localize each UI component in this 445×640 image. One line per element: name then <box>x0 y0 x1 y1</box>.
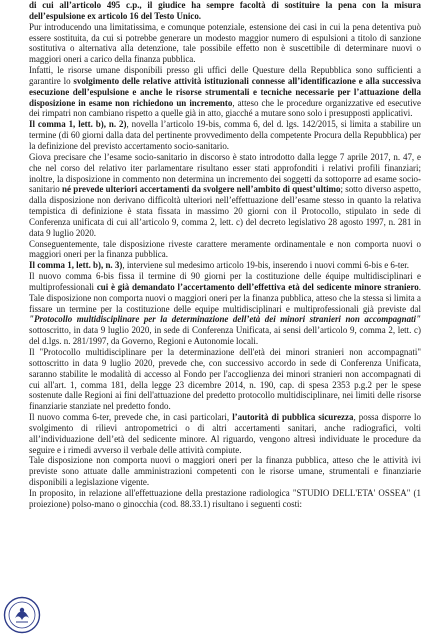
paragraph-8-text-end: sottoscritto, in data 9 luglio 2020, in sede di Conferenza Unificata, ai sensi dell’articolo 9, comma 2, lett. c) del d.lgs. n. 281/1997, da Governo, Regioni e Autonomie locali. <box>29 325 421 347</box>
paragraph-3-text: Infatti, le risorse umane disponibili presso gli uffici delle Questure della Repubblica sono sufficienti a garantire lo <box>29 65 421 86</box>
paragraph-10-emphasis: l’autorità di pubblica sicurezza <box>232 412 354 423</box>
paragraph-1 <box>29 0 421 22</box>
paragraph-5-text-end: ; sotto diverso aspetto, dalla disposizione non derivano difficoltà ulteriori nell’effettuazione dell’esame stesso in quanto la relativa tempistica di definizione è stata fissata in massimo 20 giorni con il Protocollo, stipulato in sede di Conferenza unificata di cui all’articolo 9, comma 2, lett. c) del decreto legislativo 28 agosto 1997, n. 281 in data 9 luglio 2020. <box>29 184 421 238</box>
paragraph-5 <box>29 152 421 239</box>
paragraph-7 <box>29 260 421 271</box>
paragraph-10-text-end: , possa disporre lo svolgimento di rilievi antropometrici o di altri accertamenti sanitari, anche radiografici, volti all’individuazione dell’età del sedicente minore. Al riguardo, vengono altresì individuate le procedure da seguire e i rimedi avverso il verbale delle attività compiute. <box>29 412 421 455</box>
paragraph-9: Il "Protocollo multidisciplinare per la determinazione dell'età dei minori stranieri non accompagnati" sottoscritto in data 9 luglio 2020, prevede che, con successivo accordo in sede di Conferenza Unificata, saranno stabilite le modalità di accesso al Fondo per l'accoglienza dei minori stranieri non accompagnati di cui all'art. 1, comma 181, della legge 23 dicembre 2014, n. 190, cap. di spesa 2353 p.g.2 per le spese sostenute dalle Regioni ai fini dell'attuazione del predetto protocollo multidisciplinare, nei limiti delle risorse finanziarie stanziate nel predetto fondo. <box>29 347 421 412</box>
paragraph-8-emphasis: cui è già demandato l’accertamento dell’effettiva età del sedicente minore straniero <box>96 281 419 292</box>
paragraph-4-text: , novella l’articolo 19-bis, comma 6, del d. lgs. 142/2015, si limita a stabilire un termine (di 60 giorni dalla data del pertinente provvedimento della competente Procura della Repubblica) per la definizione del previsto accertamento socio-sanitario. <box>29 119 421 151</box>
protocol-title: "Protocollo multidisciplinare per la determinazione dell’età dei minori stranieri non accompagnati" <box>29 314 421 325</box>
paragraph-2: Pur introducendo una limitatissima, e comunque potenziale, estensione dei casi in cui la pena detentiva può essere sostituita, da cui si potrebbe generare un modesto maggior numero di espulsioni a titolo di sanzione sostitutiva o alternativa alla detenzione, tale possibile effetto non è suscettibile di determinare nuovi o maggiori oneri a carico della finanza pubblica. <box>29 21 421 65</box>
paragraph-7-text: , interviene sul medesimo articolo 19-bis, inserendo i nuovi commi 6-bis e 6-ter. <box>122 260 410 271</box>
paragraph-5-text: Giova precisare che l’esame socio-sanitario in discorso è stato introdotto dalla legge 7 aprile 2017, n. 47, e che nel corso del relativo iter parlamentare risultano esser stati approfonditi i relativi profili finanziari; inoltre, la disposizione in commento non determina un incremento dei soggetti da sottoporre ad esame socio-sanitario <box>29 151 421 195</box>
paragraph-1-text: di cui all’articolo 495 c.p., il giudice ha sempre facoltà di sostituire la pena con la misura dell’espulsione ex articolo 16 del Testo Unico. <box>29 0 421 21</box>
paragraph-8-text: Il nuovo comma 6-bis fissa il termine di 90 giorni per la costituzione delle équipe multidisciplinari e multiprofessionali <box>29 271 421 292</box>
paragraph-12: In proposito, in relazione all'effettuazione della prestazione radiologica "STUDIO DELL'ETA' OSSEA" (1 proiezione) polso-mano o ginocchia (cod. 88.33.1) risultano i seguenti costi: <box>29 487 421 509</box>
comma-reference: Il comma 1, lett. b), n. 3) <box>29 260 123 271</box>
official-seal-icon <box>3 596 41 634</box>
paragraph-8-text-mid: . Tale disposizione non comporta nuovi o maggiori oneri per la finanza pubblica, atteso che la stessa si limita a fissare un termine per la costituzione delle equipe multidisciplinari e multiprofessionali già previste dal <box>29 281 421 314</box>
paragraph-10 <box>29 412 421 455</box>
paragraph-11: Tale disposizione non comporta nuovi o maggiori oneri per la finanza pubblica, atteso che le attività ivi previste sono attuate dalle amministrazioni competenti con le risorse umane, strumentali e finanziarie disponibili a legislazione vigente. <box>29 455 421 488</box>
paragraph-3-emphasis: svolgimento delle relative attività istituzionali connesse all’identificazione e alla successiva esecuzione dell’espulsione e anche le risorse strumentali e tecniche necessarie per l’attuazione della disposizione in esame non richiedono un incremento <box>29 75 421 108</box>
paragraph-6: Conseguentemente, tale disposizione riveste carattere meramente ordinamentale e non comporta nuovi o maggiori oneri per la finanza pubblica. <box>29 238 421 260</box>
paragraph-4 <box>29 119 421 152</box>
paragraph-5-emphasis: né prevede ulteriori accertamenti da svolgere nell’ambito di quest’ultimo <box>62 184 341 195</box>
comma-reference: Il comma 1, lett. b), n. 2) <box>29 119 127 130</box>
paragraph-3-text-end: , atteso che le procedure organizzative ed esecutive dei rimpatri non cambiano rispetto a quelle già in atto, giacché a mutare sono solo i presupposti applicativi. <box>29 97 421 119</box>
paragraph-8 <box>29 271 421 347</box>
paragraph-3 <box>29 65 421 119</box>
paragraph-10-text: Il nuovo comma 6-ter, prevede che, in casi particolari, <box>29 412 233 423</box>
document-body <box>29 0 421 510</box>
